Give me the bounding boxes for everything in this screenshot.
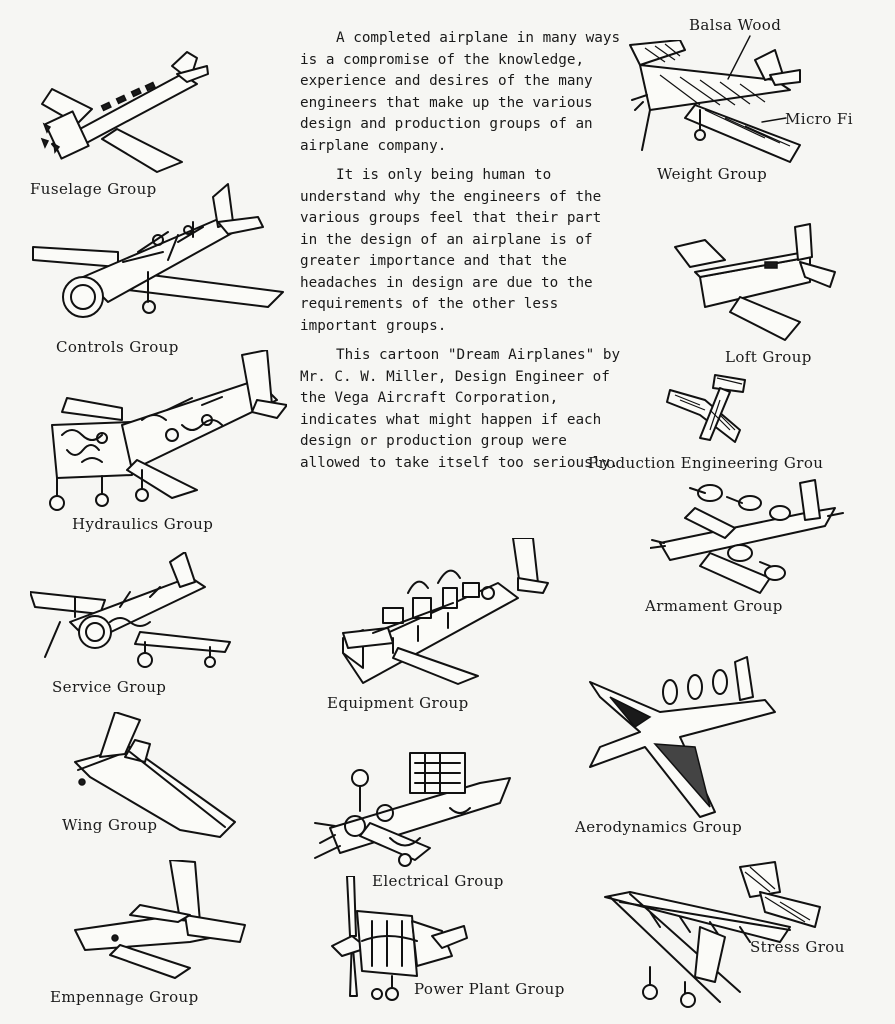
controls-airplane-illustration — [28, 182, 288, 332]
armament-airplane-illustration — [650, 478, 845, 596]
caption-wing-group: Wing Group — [62, 816, 158, 834]
annotation-micro-fi: Micro Fi — [785, 110, 853, 128]
stress-airplane-illustration — [600, 852, 825, 1010]
service-airplane-illustration — [30, 552, 235, 670]
fuselage-airplane-illustration — [32, 44, 212, 174]
aerodynamics-airplane-illustration — [585, 652, 785, 820]
caption-armament-group: Armament Group — [645, 597, 783, 615]
electrical-airplane-illustration — [310, 748, 520, 870]
caption-production-engineering-group: Production Engineering Grou — [588, 454, 824, 472]
production-engineering-airplane-illustration — [665, 370, 757, 452]
caption-electrical-group: Electrical Group — [372, 872, 504, 890]
caption-stress-group: Stress Grou — [750, 938, 845, 956]
micro-fi-leader-line — [760, 112, 788, 128]
caption-service-group: Service Group — [52, 678, 167, 696]
caption-aerodynamics-group: Aerodynamics Group — [575, 818, 743, 836]
paragraph-2: It is only being human to understand why the engineers of the various groups feel that their part in the design of an airplane is of greater importance and that the headaches in design are due to the requirements of the other less important groups. — [300, 167, 602, 334]
caption-loft-group: Loft Group — [725, 348, 812, 366]
body-text — [300, 28, 625, 482]
balsa-wood-leader-line — [720, 34, 760, 84]
paragraph-1: A completed airplane in many ways is a compromise of the knowledge, experience and desires of the many engineers that make up the various design and production groups of an airplane company. — [300, 30, 621, 154]
weight-airplane-illustration — [625, 40, 805, 165]
caption-equipment-group: Equipment Group — [327, 694, 469, 712]
loft-airplane-illustration — [670, 222, 840, 347]
caption-fuselage-group: Fuselage Group — [30, 180, 157, 198]
caption-hydraulics-group: Hydraulics Group — [72, 515, 214, 533]
caption-controls-group: Controls Group — [56, 338, 179, 356]
annotation-balsa-wood: Balsa Wood — [689, 16, 782, 34]
caption-weight-group: Weight Group — [657, 165, 768, 183]
caption-empennage-group: Empennage Group — [50, 988, 199, 1006]
equipment-airplane-illustration — [338, 538, 550, 688]
paragraph-3: This cartoon "Dream Airplanes" by Mr. C. W. Miller, Design Engineer of the Vega Aircraft Corporation, indicates what might happen if each design or production group were allowed to take itself too seriously. — [300, 347, 621, 471]
hydraulics-airplane-illustration — [42, 350, 287, 515]
empennage-airplane-illustration — [70, 860, 250, 988]
caption-power-plant-group: Power Plant Group — [414, 980, 565, 998]
